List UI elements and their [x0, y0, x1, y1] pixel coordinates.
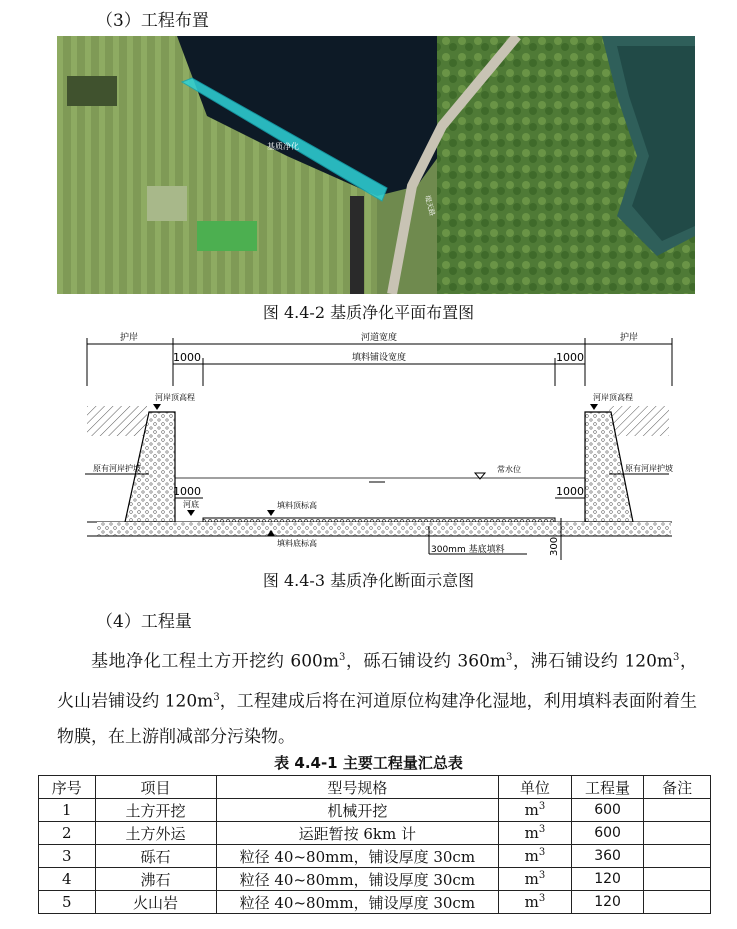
area-label: 基质净化 [267, 142, 299, 151]
orig-slope-right-label: 原有河岸护坡 [625, 464, 673, 473]
cell-no: 1 [39, 799, 96, 822]
cell-qty: 360 [571, 845, 644, 868]
cell-spec: 粒径 40~80mm，铺设厚度 30cm [216, 845, 499, 868]
normal-water-label: 常水位 [497, 465, 521, 474]
cross-section-diagram [57, 326, 685, 562]
cell-item: 沸石 [95, 868, 216, 891]
bank-top-right-label: 河岸顶高程 [593, 393, 633, 402]
cell-spec: 运距暂按 6km 计 [216, 822, 499, 845]
table-row [39, 845, 711, 868]
dim-1000-top-left: 1000 [173, 351, 201, 364]
dim-1000-top-right: 1000 [556, 351, 584, 364]
cell-unit: $m^3$ [499, 822, 572, 845]
cell-unit: $m^3$ [499, 891, 572, 914]
cell-note [644, 799, 711, 822]
cell-qty: 600 [571, 822, 644, 845]
header-unit: 单位 [499, 776, 572, 799]
riverbed-label: 河底 [183, 500, 199, 509]
cell-spec: 粒径 40~80mm，铺设厚度 30cm [216, 868, 499, 891]
table-row [39, 891, 711, 914]
header-item: 项目 [95, 776, 216, 799]
orig-slope-left-label: 原有河岸护坡 [93, 464, 141, 473]
dim-1000-mid-left: 1000 [173, 485, 201, 498]
cell-no: 3 [39, 845, 96, 868]
cell-item: 砾石 [95, 845, 216, 868]
header-spec: 型号规格 [216, 776, 499, 799]
table-title: 表 4.4-1 主要工程量汇总表 [274, 754, 463, 772]
cell-qty: 600 [571, 799, 644, 822]
cell-note [644, 868, 711, 891]
header-no: 序号 [39, 776, 96, 799]
cell-note [644, 891, 711, 914]
cell-unit: $m^3$ [499, 845, 572, 868]
table-row [39, 799, 711, 822]
road-label: 堤天路 [423, 194, 437, 217]
section-4-title: （4）工程量 [96, 612, 192, 632]
quantity-paragraph: 基地净化工程土方开挖约 $600m^3$，砾石铺设约 $360m^3$，沸石铺设约 $120m^3$，火山岩铺设约 $120m^3$，工程建成后将在河道原位构建净化湿地，利用填料表面附着生物膜，在上游削减部分污染物。 [57, 651, 697, 748]
cell-item: 火山岩 [95, 891, 216, 914]
left-bank-label: 护岸 [119, 333, 139, 343]
figure-caption-plan: 图 4.4-2 基质净化平面布置图 [262, 303, 475, 322]
cell-note [644, 845, 711, 868]
figure-caption-section: 图 4.4-3 基质净化断面示意图 [262, 571, 475, 590]
cell-unit: $m^3$ [499, 799, 572, 822]
cell-note [644, 822, 711, 845]
table-row [39, 868, 711, 891]
cell-no: 5 [39, 891, 96, 914]
cell-spec: 粒径 40~80mm，铺设厚度 30cm [216, 891, 499, 914]
aerial-site-plan-image [57, 36, 695, 294]
bank-top-left-label: 河岸顶高程 [155, 393, 195, 402]
cell-no: 2 [39, 822, 96, 845]
header-note: 备注 [644, 776, 711, 799]
table-row [39, 822, 711, 845]
cell-unit: $m^3$ [499, 868, 572, 891]
section-3-title: （3）工程布置 [96, 11, 209, 31]
fill-width-label: 填料铺设宽度 [351, 353, 407, 363]
table-header-row [39, 776, 711, 799]
header-qty: 工程量 [571, 776, 644, 799]
right-bank-label: 护岸 [619, 333, 639, 343]
cell-qty: 120 [571, 891, 644, 914]
river-width-label: 河道宽度 [360, 333, 398, 343]
cell-item: 土方开挖 [95, 799, 216, 822]
dim-300: 300 [549, 536, 560, 556]
dim-1000-mid-right: 1000 [556, 485, 584, 498]
fill-bottom-label: 填料底标高 [277, 539, 317, 548]
cell-no: 4 [39, 868, 96, 891]
cell-item: 土方外运 [95, 822, 216, 845]
cell-qty: 120 [571, 868, 644, 891]
fill-top-label: 填料顶标高 [277, 501, 317, 510]
fill-thickness-note: 300mm 基底填料 [431, 545, 505, 555]
cell-spec: 机械开挖 [216, 799, 499, 822]
quantity-table [38, 775, 711, 914]
